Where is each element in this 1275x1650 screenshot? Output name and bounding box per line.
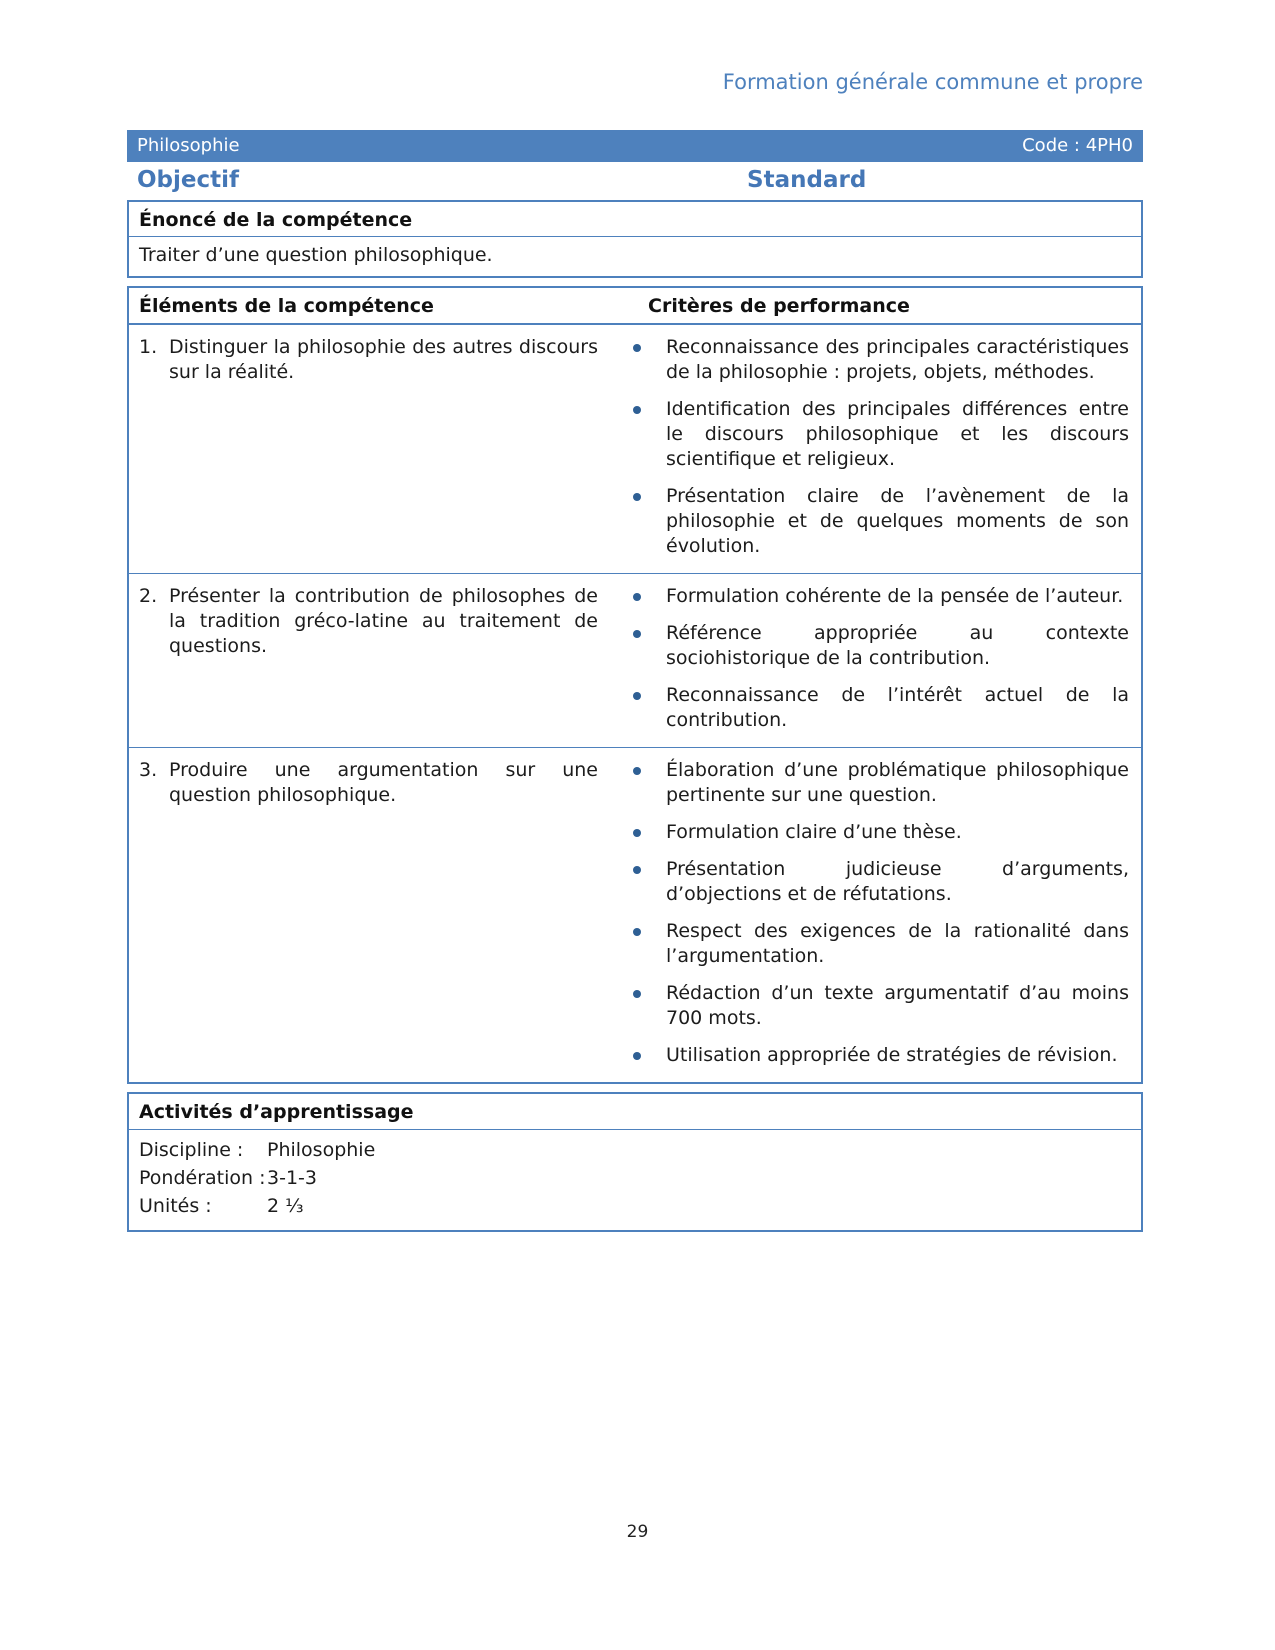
- list-item: [628, 584, 1129, 609]
- page-number: 29: [626, 1522, 649, 1542]
- standard-heading: Standard: [747, 167, 867, 193]
- table-row: [129, 325, 1141, 573]
- element-number: 3.: [139, 759, 158, 781]
- list-item: [628, 397, 1129, 472]
- element-number: 2.: [139, 585, 158, 607]
- criteres-header: Critères de performance: [648, 295, 910, 317]
- enonce-box: [127, 200, 1143, 278]
- criteria-text: Formulation claire d’une thèse.: [666, 821, 962, 843]
- activites-box: [127, 1092, 1143, 1232]
- activites-header: Activités d’apprentissage: [129, 1094, 1141, 1130]
- activites-row: [139, 1192, 1131, 1220]
- list-item: [628, 621, 1129, 671]
- element-number: 1.: [139, 336, 158, 358]
- criteria-text: Reconnaissance de l’intérêt actuel de la contribution.: [666, 684, 1129, 731]
- elements-header: Éléments de la compétence: [139, 295, 434, 317]
- list-item: [628, 683, 1129, 733]
- activites-row: [139, 1164, 1131, 1192]
- criteria-text: Élaboration d’une problématique philosophique pertinente sur une question.: [666, 759, 1129, 806]
- table-row: [129, 573, 1141, 747]
- list-item: [628, 981, 1129, 1031]
- activites-value: 2 ⅓: [267, 1195, 304, 1217]
- list-item: [628, 1043, 1129, 1068]
- list-item: [628, 820, 1129, 845]
- element-cell: [129, 325, 614, 573]
- enonce-body: Traiter d’une question philosophique.: [139, 244, 493, 266]
- activites-value: Philosophie: [267, 1139, 376, 1161]
- element-cell: [129, 748, 614, 1082]
- bullet-icon: [628, 758, 666, 808]
- title-bar-code: Code : 4PH0: [1022, 135, 1133, 156]
- criteria-text: Référence appropriée au contexte sociohistorique de la contribution.: [666, 622, 1129, 669]
- competence-table-header: [129, 288, 1141, 325]
- bullet-icon: [628, 1043, 666, 1068]
- activites-value: 3-1-3: [267, 1167, 317, 1189]
- list-item: [628, 484, 1129, 559]
- list-item: [628, 758, 1129, 808]
- bullet-icon: [628, 683, 666, 733]
- activites-row: [139, 1136, 1131, 1164]
- criteria-text: Formulation cohérente de la pensée de l’auteur.: [666, 585, 1124, 607]
- table-row: [129, 747, 1141, 1082]
- activites-label: Pondération :: [139, 1167, 266, 1189]
- element-cell: [129, 574, 614, 747]
- enonce-header: Énoncé de la compétence: [129, 202, 1141, 237]
- bullet-icon: [628, 484, 666, 559]
- bullet-icon: [628, 335, 666, 385]
- criteria-text: Rédaction d’un texte argumentatif d’au moins 700 mots.: [666, 982, 1129, 1029]
- content-area: [127, 0, 1143, 1232]
- list-item: [628, 919, 1129, 969]
- criteria-text: Respect des exigences de la rationalité dans l’argumentation.: [666, 920, 1129, 967]
- criteria-cell: [614, 748, 1141, 1082]
- title-bar-subject: Philosophie: [137, 135, 240, 156]
- criteria-text: Présentation claire de l’avènement de la philosophie et de quelques moments de son évolution.: [666, 485, 1129, 557]
- criteria-cell: [614, 325, 1141, 573]
- objectif-standard-row: [127, 167, 1143, 193]
- competence-table: [127, 286, 1143, 1084]
- activites-label: Discipline :: [139, 1139, 244, 1161]
- criteria-text: Identification des principales différences entre le discours philosophique et les discours scientifique et religieux.: [666, 398, 1129, 470]
- list-item: [628, 857, 1129, 907]
- element-text: Distinguer la philosophie des autres discours sur la réalité.: [169, 336, 598, 383]
- element-text: Produire une argumentation sur une question philosophique.: [169, 759, 598, 806]
- list-item: [628, 335, 1129, 385]
- objectif-heading: Objectif: [137, 167, 240, 193]
- title-bar: [127, 130, 1143, 162]
- bullet-icon: [628, 919, 666, 969]
- document-header: Formation générale commune et propre: [722, 70, 1143, 94]
- criteria-cell: [614, 574, 1141, 747]
- bullet-icon: [628, 820, 666, 845]
- bullet-icon: [628, 857, 666, 907]
- bullet-icon: [628, 584, 666, 609]
- bullet-icon: [628, 397, 666, 472]
- criteria-text: Reconnaissance des principales caractéristiques de la philosophie : projets, objets, méthodes.: [666, 336, 1129, 383]
- criteria-text: Utilisation appropriée de stratégies de révision.: [666, 1044, 1118, 1066]
- element-text: Présenter la contribution de philosophes de la tradition gréco-latine au traitement de questions.: [169, 585, 598, 657]
- activites-label: Unités :: [139, 1195, 212, 1217]
- criteria-text: Présentation judicieuse d’arguments, d’objections et de réfutations.: [666, 858, 1129, 905]
- bullet-icon: [628, 981, 666, 1031]
- activites-body: [129, 1130, 1141, 1230]
- bullet-icon: [628, 621, 666, 671]
